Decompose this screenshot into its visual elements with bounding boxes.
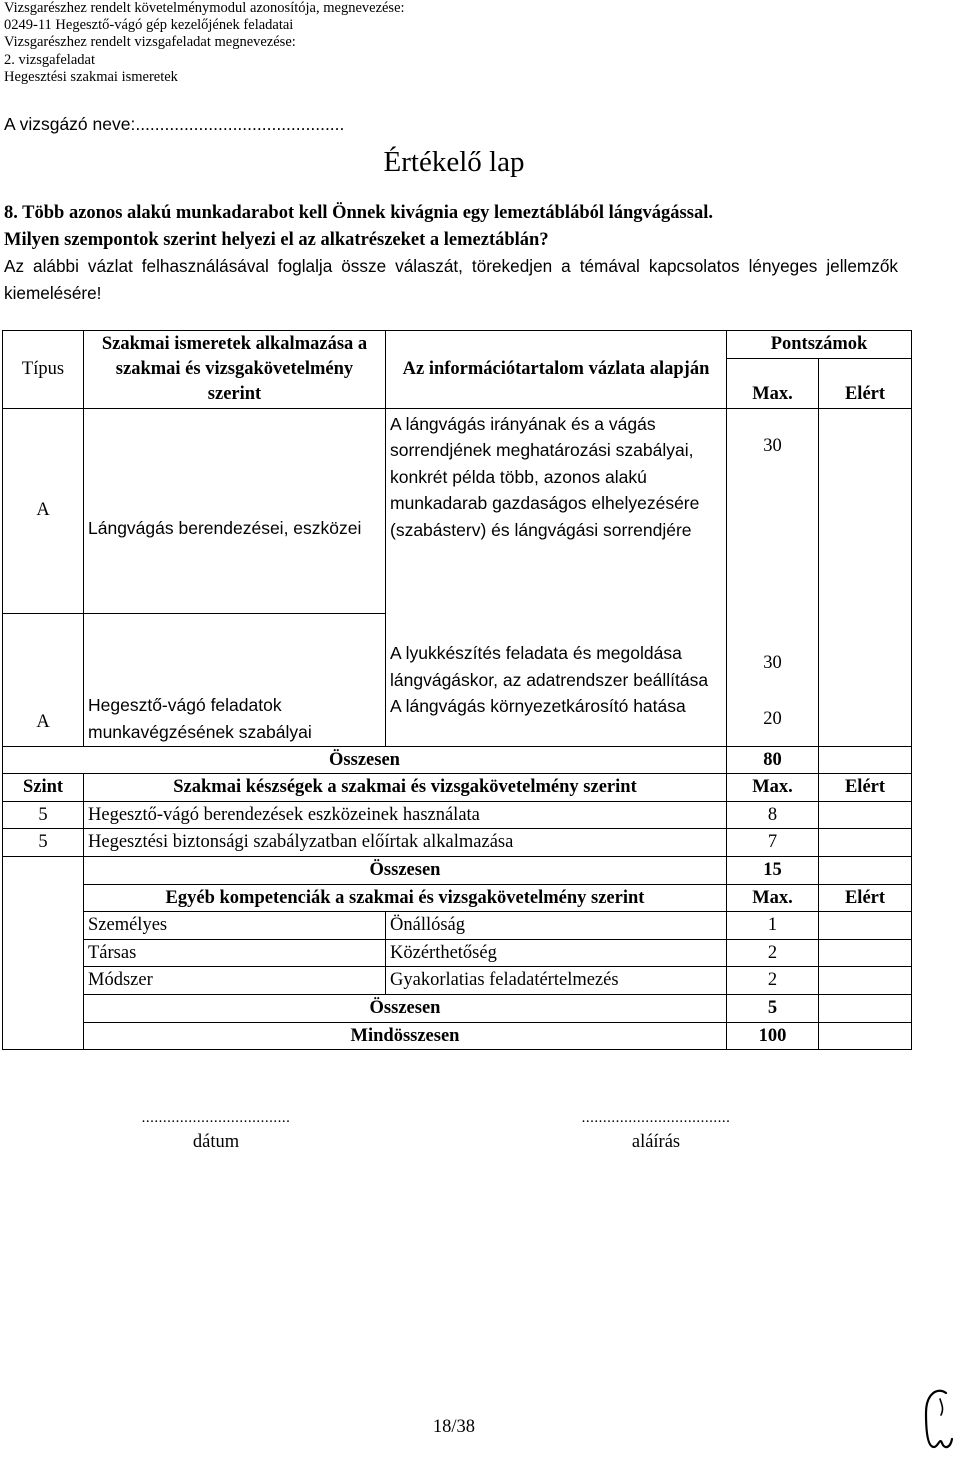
info-cell: A lángvágás irányának és a vágás sorrendjének meghatározási szabályai, konkrét példa több, azonos alakú munkadarab gazdaságos elhelyezésére (szabásterv) és lángvágási sorrendjére [386,408,727,613]
header-competencies: Egyéb kompetenciák a szakmai és vizsgakövetelmény szerint [84,884,727,912]
header-info: Az információtartalom vázlata alapján [386,331,727,409]
header-line: Hegesztési szakmai ismeretek [4,68,178,85]
header-max: Max. [727,884,819,912]
sign-label: aláírás [631,1132,681,1152]
skill-cell: Hegesztési biztonsági szabályzatban előírtak alkalmazása [84,829,727,857]
header-elert: Elért [819,884,912,912]
header-line: 2. vizsgafeladat [4,51,95,68]
level-cell: 5 [3,801,84,829]
elert-cell[interactable] [819,746,912,774]
header-elert: Elért [819,774,912,802]
header-elert: Elért [819,358,912,408]
question-instruction: Az alábbi vázlat felhasználásával foglalja össze válaszát, törekedjen a témával kapcsolatos lényeges jellemzők kiemelésére! [4,256,898,303]
max-cell: 7 [727,829,819,857]
total-value: 15 [727,856,819,884]
skill-cell: Hegesztő-vágó berendezések eszközeinek használata [84,801,727,829]
page-title: Értékelő lap [383,146,525,178]
document-header [4,0,405,86]
elert-cell[interactable] [819,408,912,613]
competency-category: Személyes [84,912,386,940]
sign-line: ................................... [581,1110,731,1126]
max-cell: 30 [727,613,819,693]
header-szakmai: Szakmai ismeretek alkalmazása a szakmai és vizsgakövetelmény szerint [84,331,386,409]
elert-cell[interactable] [819,939,912,967]
question-block [4,200,898,306]
header-line: Vizsgarészhez rendelt vizsgafeladat megnevezése: [4,34,296,51]
elert-cell[interactable] [819,801,912,829]
elert-cell[interactable] [819,1022,912,1050]
sign-signature-block [516,1106,796,1154]
header-skills: Szakmai készségek a szakmai és vizsgakövetelmény szerint [84,774,727,802]
header-szint: Szint [3,774,84,802]
header-line: 0249-11 Hegesztő-vágó gép kezelőjének feladatai [4,17,294,34]
question-line: 8. Több azonos alakú munkadarabot kell Önnek kivágnia egy lemeztáblából lángvágással. [4,203,713,223]
max-cell: 2 [727,939,819,967]
competency-name: Önállóság [386,912,727,940]
info-cell: A lyukkészítés feladata és megoldása lángvágáskor, az adatrendszer beállítása [386,613,727,693]
topic-cell: Lángvágás berendezései, eszközei [84,408,386,613]
elert-cell[interactable] [819,693,912,746]
date-signature-block [76,1106,356,1154]
total-label: Összesen [84,856,727,884]
competency-name: Gyakorlatias feladatértelmezés [386,967,727,995]
header-tipus: Típus [3,331,84,409]
grand-total-label: Mindösszesen [84,1022,727,1050]
grand-total-value: 100 [727,1022,819,1050]
competency-category: Társas [84,939,386,967]
total-value: 80 [727,746,819,774]
elert-cell[interactable] [819,613,912,693]
date-label: dátum [192,1132,240,1152]
elert-cell[interactable] [819,994,912,1022]
header-max: Max. [727,358,819,408]
type-cell: A [3,408,84,613]
total-label: Összesen [84,994,727,1022]
question-line: Milyen szempontok szerint helyezi el az alkatrészeket a lemeztáblán? [4,229,549,250]
date-line: ................................... [141,1110,291,1126]
max-cell: 8 [727,801,819,829]
evaluation-table [2,330,912,1050]
elert-cell[interactable] [819,829,912,857]
max-cell: 2 [727,967,819,995]
competency-name: Közérthetőség [386,939,727,967]
header-pontszamok: Pontszámok [727,331,912,359]
max-cell: 1 [727,912,819,940]
total-value: 5 [727,994,819,1022]
elert-cell[interactable] [819,967,912,995]
topic-cell: Hegesztő-vágó feladatok munkavégzésének szabályai [84,613,386,746]
max-cell: 20 [727,693,819,746]
competency-category: Módszer [84,967,386,995]
elert-cell[interactable] [819,912,912,940]
total-label: Összesen [3,746,727,774]
page-number: 18/38 [432,1417,476,1437]
header-line: Vizsgarészhez rendelt követelménymodul azonosítója, megnevezése: [4,0,405,16]
max-cell: 30 [727,408,819,613]
examinee-name-field: A vizsgázó neve:........................................... [4,114,345,134]
level-cell: 5 [3,829,84,857]
info-cell: A lángvágás környezetkárosító hatása [386,693,727,746]
handwritten-mark-icon [920,1385,956,1455]
type-cell: A [3,613,84,746]
elert-cell[interactable] [819,856,912,884]
header-max: Max. [727,774,819,802]
